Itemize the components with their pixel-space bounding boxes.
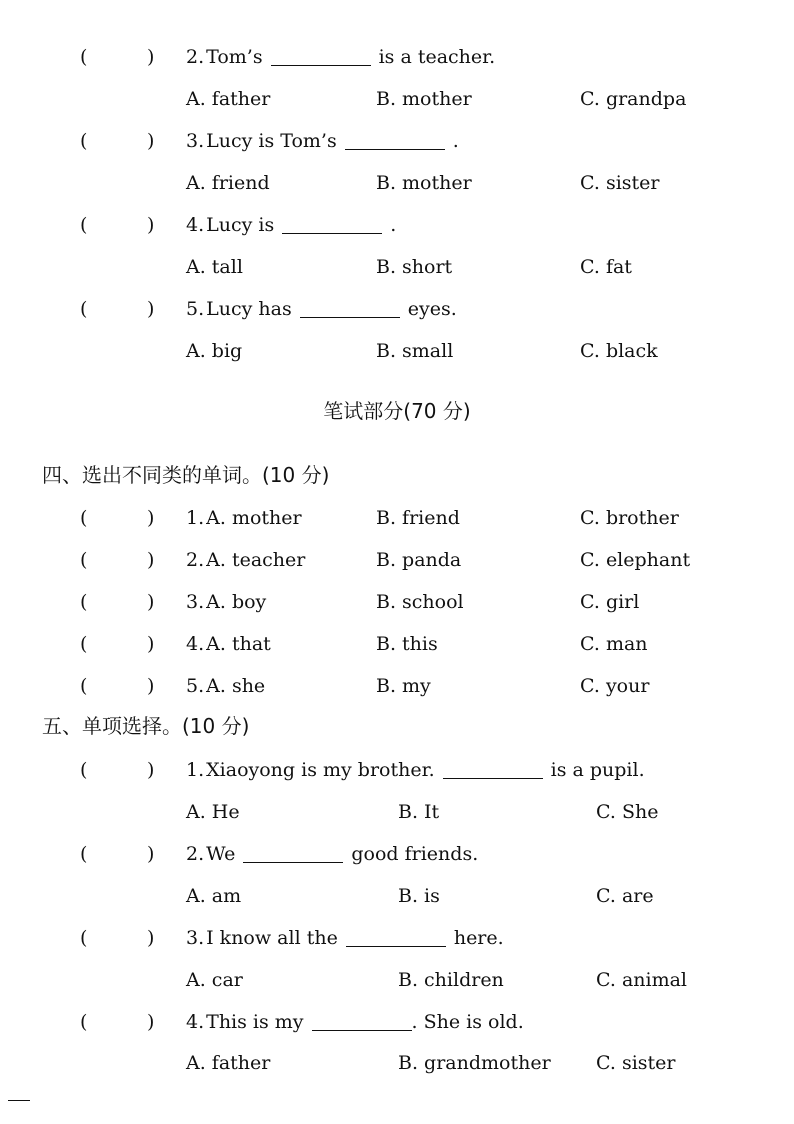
answer-blank xyxy=(312,1012,412,1031)
answer-paren-open: ( xyxy=(80,675,88,697)
answer-paren-open: ( xyxy=(80,843,88,865)
question-stem: 4. Lucy is . xyxy=(186,214,397,236)
question-number: 2. A. teacher xyxy=(186,549,306,571)
answer-paren-open: ( xyxy=(80,633,88,655)
option-b: B. friend xyxy=(376,507,460,529)
question-stem: 2. We good friends. xyxy=(186,843,479,865)
answer-paren-open: ( xyxy=(80,759,88,781)
question-line xyxy=(0,545,794,575)
answer-paren-open: ( xyxy=(80,214,88,236)
option-b: B. short xyxy=(376,256,453,278)
question-number: 4. A. that xyxy=(186,633,271,655)
section-heading: 五、单项选择。(10 分) xyxy=(42,714,250,738)
option-c: C. brother xyxy=(580,507,679,529)
answer-blank xyxy=(271,47,371,66)
option-a: A. that xyxy=(206,633,271,655)
option-b: B. grandmother xyxy=(398,1052,551,1074)
question-stem: 2. Tom’s is a teacher. xyxy=(186,46,496,68)
question-line xyxy=(0,42,794,72)
question-line xyxy=(0,923,794,953)
answer-paren-close: ) xyxy=(147,843,155,865)
question-line xyxy=(0,126,794,156)
answer-blank xyxy=(345,131,445,150)
option-c: C. elephant xyxy=(580,549,691,571)
answer-paren-open: ( xyxy=(80,298,88,320)
option-a: A. He xyxy=(186,801,240,823)
answer-paren-close: ) xyxy=(147,591,155,613)
options-line xyxy=(0,881,794,911)
option-a: A. she xyxy=(206,675,266,697)
options-line xyxy=(0,1048,794,1078)
question-stem: 4. This is my . She is old. xyxy=(186,1011,524,1033)
answer-blank xyxy=(282,215,382,234)
question-stem: 5. Lucy has eyes. xyxy=(186,298,457,320)
option-b: B. this xyxy=(376,633,438,655)
option-b: B. mother xyxy=(376,172,472,194)
page-corner-mark xyxy=(8,1100,30,1101)
option-c: C. grandpa xyxy=(580,88,687,110)
answer-paren-close: ) xyxy=(147,507,155,529)
answer-paren-open: ( xyxy=(80,927,88,949)
answer-blank xyxy=(243,844,343,863)
answer-paren-close: ) xyxy=(147,675,155,697)
option-a: A. tall xyxy=(186,256,243,278)
option-a: A. friend xyxy=(186,172,270,194)
answer-blank xyxy=(443,760,543,779)
answer-blank xyxy=(346,928,446,947)
question-line xyxy=(0,210,794,240)
answer-paren-close: ) xyxy=(147,633,155,655)
option-b: B. is xyxy=(398,885,440,907)
section-heading: 四、选出不同类的单词。(10 分) xyxy=(42,463,330,487)
question-line xyxy=(0,1007,794,1037)
option-b: B. school xyxy=(376,591,464,613)
option-b: B. It xyxy=(398,801,440,823)
option-a: A. big xyxy=(186,340,243,362)
option-a: A. teacher xyxy=(206,549,306,571)
option-c: C. man xyxy=(580,633,648,655)
question-line xyxy=(0,671,794,701)
answer-paren-close: ) xyxy=(147,759,155,781)
option-a: A. am xyxy=(186,885,242,907)
option-c: C. are xyxy=(596,885,654,907)
question-line xyxy=(0,629,794,659)
answer-paren-open: ( xyxy=(80,46,88,68)
answer-paren-open: ( xyxy=(80,507,88,529)
option-b: B. children xyxy=(398,969,504,991)
option-c: C. animal xyxy=(596,969,688,991)
options-line xyxy=(0,797,794,827)
question-number: 3. A. boy xyxy=(186,591,267,613)
options-line xyxy=(0,252,794,282)
answer-paren-open: ( xyxy=(80,1011,88,1033)
answer-paren-open: ( xyxy=(80,591,88,613)
option-a: A. father xyxy=(186,88,271,110)
question-stem: 3. Lucy is Tom’s . xyxy=(186,130,459,152)
answer-paren-close: ) xyxy=(147,130,155,152)
option-b: B. small xyxy=(376,340,454,362)
option-a: A. car xyxy=(186,969,243,991)
option-c: C. She xyxy=(596,801,659,823)
question-number: 5. A. she xyxy=(186,675,266,697)
answer-paren-open: ( xyxy=(80,130,88,152)
option-c: C. your xyxy=(580,675,650,697)
answer-blank xyxy=(300,299,400,318)
question-line xyxy=(0,294,794,324)
answer-paren-close: ) xyxy=(147,1011,155,1033)
answer-paren-close: ) xyxy=(147,549,155,571)
written-part-title: 笔试部分(70 分) xyxy=(323,399,471,423)
question-line xyxy=(0,587,794,617)
question-stem: 1. Xiaoyong is my brother. is a pupil. xyxy=(186,759,645,781)
option-c: C. black xyxy=(580,340,658,362)
answer-paren-close: ) xyxy=(147,46,155,68)
question-line xyxy=(0,839,794,869)
option-c: C. sister xyxy=(596,1052,676,1074)
options-line xyxy=(0,84,794,114)
option-a: A. father xyxy=(186,1052,271,1074)
question-line xyxy=(0,755,794,785)
question-line xyxy=(0,503,794,533)
option-a: A. boy xyxy=(206,591,267,613)
options-line xyxy=(0,965,794,995)
question-number: 1. A. mother xyxy=(186,507,302,529)
answer-paren-close: ) xyxy=(147,214,155,236)
option-c: C. girl xyxy=(580,591,640,613)
answer-paren-close: ) xyxy=(147,298,155,320)
options-line xyxy=(0,336,794,366)
question-stem: 3. I know all the here. xyxy=(186,927,504,949)
option-b: B. mother xyxy=(376,88,472,110)
option-c: C. fat xyxy=(580,256,632,278)
option-b: B. my xyxy=(376,675,431,697)
option-c: C. sister xyxy=(580,172,660,194)
option-b: B. panda xyxy=(376,549,462,571)
options-line xyxy=(0,168,794,198)
option-a: A. mother xyxy=(206,507,302,529)
answer-paren-open: ( xyxy=(80,549,88,571)
answer-paren-close: ) xyxy=(147,927,155,949)
